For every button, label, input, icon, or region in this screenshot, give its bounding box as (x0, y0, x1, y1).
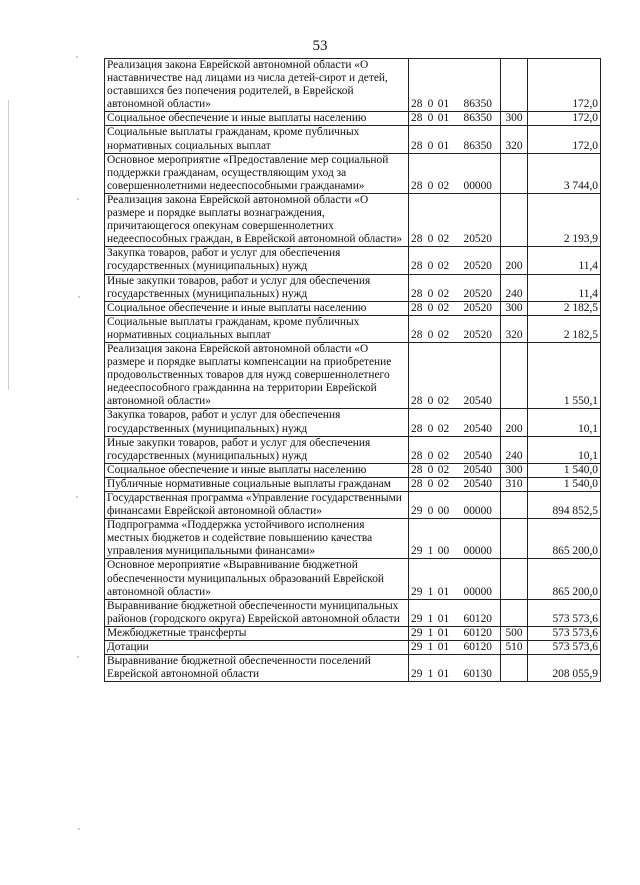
activity-code: 02 (437, 477, 450, 490)
activity-code: 01 (437, 641, 450, 654)
expense-description: Государственная программа «Управление государственными финансами Еврейской автономной области» (105, 492, 409, 519)
table-row (105, 342, 601, 408)
subprogram-code: 0 (427, 463, 434, 476)
amount: 2 182,5 (528, 301, 601, 315)
table-row (105, 112, 601, 126)
expense-type-code: 320 (501, 315, 528, 342)
activity-code: 02 (437, 395, 450, 408)
expense-description: Реализация закона Еврейской автономной области «О размере и порядке выплаты вознаграждения, причитающегося опекунам совершеннолетних недееспособных граждан, в Еврейской автономной области» (105, 193, 409, 246)
program-code: 29 (411, 545, 423, 558)
subprogram-code: 0 (427, 328, 434, 341)
expense-description: Публичные нормативные социальные выплаты гражданам (105, 477, 409, 491)
program-code: 28 (411, 112, 423, 125)
activity-code: 01 (437, 112, 450, 125)
amount: 894 852,5 (528, 492, 601, 519)
subprogram-code: 0 (427, 477, 434, 490)
table-row (105, 492, 601, 519)
direction-code: 20520 (463, 328, 492, 341)
budget-code (409, 599, 501, 626)
amount: 208 055,9 (528, 655, 601, 682)
activity-code: 00 (437, 545, 450, 558)
amount: 172,0 (528, 112, 601, 126)
expense-type-code: 510 (501, 641, 528, 655)
expense-description: Социальные выплаты гражданам, кроме публичных нормативных социальных выплат (105, 315, 409, 342)
expense-description: Дотации (105, 641, 409, 655)
activity-code: 02 (437, 328, 450, 341)
direction-code: 20520 (463, 260, 492, 273)
program-code: 28 (411, 233, 423, 246)
direction-code: 86350 (463, 139, 492, 152)
subprogram-code: 0 (427, 449, 434, 462)
activity-code: 01 (437, 612, 450, 625)
budget-code (409, 59, 501, 112)
budget-code (409, 315, 501, 342)
direction-code: 20520 (463, 287, 492, 300)
subprogram-code: 0 (427, 260, 434, 273)
expense-type-code (501, 599, 528, 626)
expense-description: Выравнивание бюджетной обеспеченности поселений Еврейской автономной области (105, 655, 409, 682)
subprogram-code: 0 (427, 505, 434, 518)
scan-speck (78, 828, 80, 830)
expense-type-code: 240 (501, 436, 528, 463)
subprogram-code: 0 (427, 139, 434, 152)
direction-code: 20540 (463, 463, 492, 476)
amount: 865 200,0 (528, 559, 601, 599)
table-row (105, 409, 601, 436)
direction-code: 20540 (463, 395, 492, 408)
scan-speck (76, 56, 78, 58)
direction-code: 20520 (463, 301, 492, 314)
table-row (105, 126, 601, 153)
expense-type-code (501, 153, 528, 193)
expense-description: Социальное обеспечение и иные выплаты населению (105, 112, 409, 126)
program-code: 28 (411, 328, 423, 341)
program-code: 28 (411, 301, 423, 314)
program-code: 28 (411, 477, 423, 490)
budget-code (409, 193, 501, 246)
direction-code: 60130 (463, 668, 492, 681)
direction-code: 60120 (463, 612, 492, 625)
direction-code: 20540 (463, 477, 492, 490)
direction-code: 60120 (463, 641, 492, 654)
program-code: 28 (411, 422, 423, 435)
direction-code: 86350 (463, 98, 492, 111)
budget-code (409, 436, 501, 463)
program-code: 28 (411, 139, 423, 152)
amount: 1 550,1 (528, 342, 601, 408)
program-code: 29 (411, 505, 423, 518)
budget-table-body (105, 59, 601, 682)
budget-code (409, 153, 501, 193)
subprogram-code: 0 (427, 301, 434, 314)
subprogram-code: 1 (427, 585, 434, 598)
table-row (105, 477, 601, 491)
subprogram-code: 0 (427, 98, 434, 111)
table-row (105, 193, 601, 246)
program-code: 28 (411, 463, 423, 476)
table-row (105, 655, 601, 682)
program-code: 28 (411, 98, 423, 111)
table-row (105, 559, 601, 599)
activity-code: 01 (437, 585, 450, 598)
direction-code: 60120 (463, 626, 492, 639)
expense-description: Межбюджетные трансферты (105, 626, 409, 640)
expense-type-code (501, 655, 528, 682)
subprogram-code: 1 (427, 545, 434, 558)
budget-code (409, 492, 501, 519)
expense-type-code (501, 492, 528, 519)
expense-type-code: 300 (501, 112, 528, 126)
subprogram-code: 1 (427, 668, 434, 681)
amount: 2 193,9 (528, 193, 601, 246)
table-row (105, 519, 601, 559)
amount: 573 573,6 (528, 599, 601, 626)
amount: 172,0 (528, 126, 601, 153)
table-row (105, 153, 601, 193)
direction-code: 00000 (463, 505, 492, 518)
amount: 11,4 (528, 274, 601, 301)
amount: 1 540,0 (528, 463, 601, 477)
expense-description: Реализация закона Еврейской автономной области «О размере и порядке выплаты компенсации на приобретение продовольственных товаров для нужд совершеннолетнего недееспособного гражданина на территории Еврейской автономной области» (105, 342, 409, 408)
subprogram-code: 0 (427, 112, 434, 125)
direction-code: 20540 (463, 422, 492, 435)
amount: 2 182,5 (528, 315, 601, 342)
budget-code (409, 477, 501, 491)
expense-description: Основное мероприятие «Выравнивание бюджетной обеспеченности муниципальных образований Еврейской автономной области» (105, 559, 409, 599)
expense-description: Выравнивание бюджетной обеспеченности муниципальных районов (городского округа) Еврейской автономной области (105, 599, 409, 626)
program-code: 29 (411, 612, 423, 625)
expense-type-code (501, 559, 528, 599)
budget-code (409, 342, 501, 408)
activity-code: 01 (437, 139, 450, 152)
subprogram-code: 0 (427, 233, 434, 246)
amount: 10,1 (528, 409, 601, 436)
budget-code (409, 409, 501, 436)
budget-code (409, 301, 501, 315)
budget-code (409, 626, 501, 640)
program-code: 28 (411, 395, 423, 408)
budget-code (409, 655, 501, 682)
direction-code: 20520 (463, 233, 492, 246)
subprogram-code: 0 (427, 287, 434, 300)
expense-type-code (501, 193, 528, 246)
amount: 11,4 (528, 247, 601, 274)
expense-type-code: 320 (501, 126, 528, 153)
direction-code: 00000 (463, 545, 492, 558)
expense-type-code: 300 (501, 463, 528, 477)
scan-edge-line (8, 100, 9, 390)
activity-code: 02 (437, 260, 450, 273)
direction-code: 86350 (463, 112, 492, 125)
expense-type-code: 310 (501, 477, 528, 491)
activity-code: 01 (437, 98, 450, 111)
budget-code (409, 126, 501, 153)
program-code: 28 (411, 260, 423, 273)
budget-table (104, 58, 601, 682)
scan-speck (77, 198, 79, 200)
expense-description: Иные закупки товаров, работ и услуг для обеспечения государственных (муниципальных) нужд (105, 274, 409, 301)
amount: 865 200,0 (528, 519, 601, 559)
activity-code: 02 (437, 449, 450, 462)
expense-type-code: 200 (501, 409, 528, 436)
activity-code: 00 (437, 505, 450, 518)
amount: 172,0 (528, 59, 601, 112)
table-row (105, 463, 601, 477)
activity-code: 01 (437, 668, 450, 681)
expense-type-code: 240 (501, 274, 528, 301)
amount: 1 540,0 (528, 477, 601, 491)
activity-code: 02 (437, 179, 450, 192)
scan-speck (76, 496, 78, 498)
subprogram-code: 1 (427, 626, 434, 639)
table-row (105, 436, 601, 463)
direction-code: 00000 (463, 585, 492, 598)
program-code: 29 (411, 626, 423, 639)
expense-type-code (501, 519, 528, 559)
activity-code: 02 (437, 301, 450, 314)
activity-code: 02 (437, 422, 450, 435)
program-code: 29 (411, 668, 423, 681)
activity-code: 02 (437, 287, 450, 300)
expense-type-code: 300 (501, 301, 528, 315)
expense-type-code (501, 59, 528, 112)
expense-description: Социальное обеспечение и иные выплаты населению (105, 301, 409, 315)
expense-description: Социальное обеспечение и иные выплаты населению (105, 463, 409, 477)
program-code: 29 (411, 585, 423, 598)
subprogram-code: 0 (427, 395, 434, 408)
program-code: 28 (411, 449, 423, 462)
subprogram-code: 0 (427, 422, 434, 435)
table-row (105, 626, 601, 640)
activity-code: 01 (437, 626, 450, 639)
table-row (105, 599, 601, 626)
scan-speck (78, 296, 80, 298)
expense-description: Закупка товаров, работ и услуг для обеспечения государственных (муниципальных) нужд (105, 409, 409, 436)
scan-speck (77, 656, 79, 658)
amount: 3 744,0 (528, 153, 601, 193)
expense-description: Социальные выплаты гражданам, кроме публичных нормативных социальных выплат (105, 126, 409, 153)
budget-code (409, 247, 501, 274)
activity-code: 02 (437, 463, 450, 476)
expense-description: Иные закупки товаров, работ и услуг для обеспечения государственных (муниципальных) нужд (105, 436, 409, 463)
budget-code (409, 519, 501, 559)
program-code: 28 (411, 179, 423, 192)
table-row (105, 315, 601, 342)
table-row (105, 59, 601, 112)
table-row (105, 641, 601, 655)
program-code: 29 (411, 641, 423, 654)
budget-code (409, 274, 501, 301)
amount: 573 573,6 (528, 626, 601, 640)
expense-type-code: 200 (501, 247, 528, 274)
expense-description: Основное мероприятие «Предоставление мер социальной поддержки гражданам, осуществляющим уход за совершеннолетними недееспособными гражданами» (105, 153, 409, 193)
activity-code: 02 (437, 233, 450, 246)
direction-code: 00000 (463, 179, 492, 192)
budget-code (409, 463, 501, 477)
subprogram-code: 1 (427, 641, 434, 654)
budget-code (409, 112, 501, 126)
budget-code (409, 559, 501, 599)
table-row (105, 301, 601, 315)
page-number: 53 (312, 38, 328, 54)
expense-description: Реализация закона Еврейской автономной области «О наставничестве над лицами из числа детей-сирот и детей, оставшихся без попечения родителей, в Еврейской автономной области» (105, 59, 409, 112)
expense-type-code (501, 342, 528, 408)
amount: 573 573,6 (528, 641, 601, 655)
table-row (105, 274, 601, 301)
subprogram-code: 1 (427, 612, 434, 625)
budget-code (409, 641, 501, 655)
table-row (105, 247, 601, 274)
expense-description: Подпрограмма «Поддержка устойчивого исполнения местных бюджетов и содействие повышению качества управления муниципальными финансами» (105, 519, 409, 559)
direction-code: 20540 (463, 449, 492, 462)
amount: 10,1 (528, 436, 601, 463)
expense-type-code: 500 (501, 626, 528, 640)
expense-description: Закупка товаров, работ и услуг для обеспечения государственных (муниципальных) нужд (105, 247, 409, 274)
program-code: 28 (411, 287, 423, 300)
subprogram-code: 0 (427, 179, 434, 192)
